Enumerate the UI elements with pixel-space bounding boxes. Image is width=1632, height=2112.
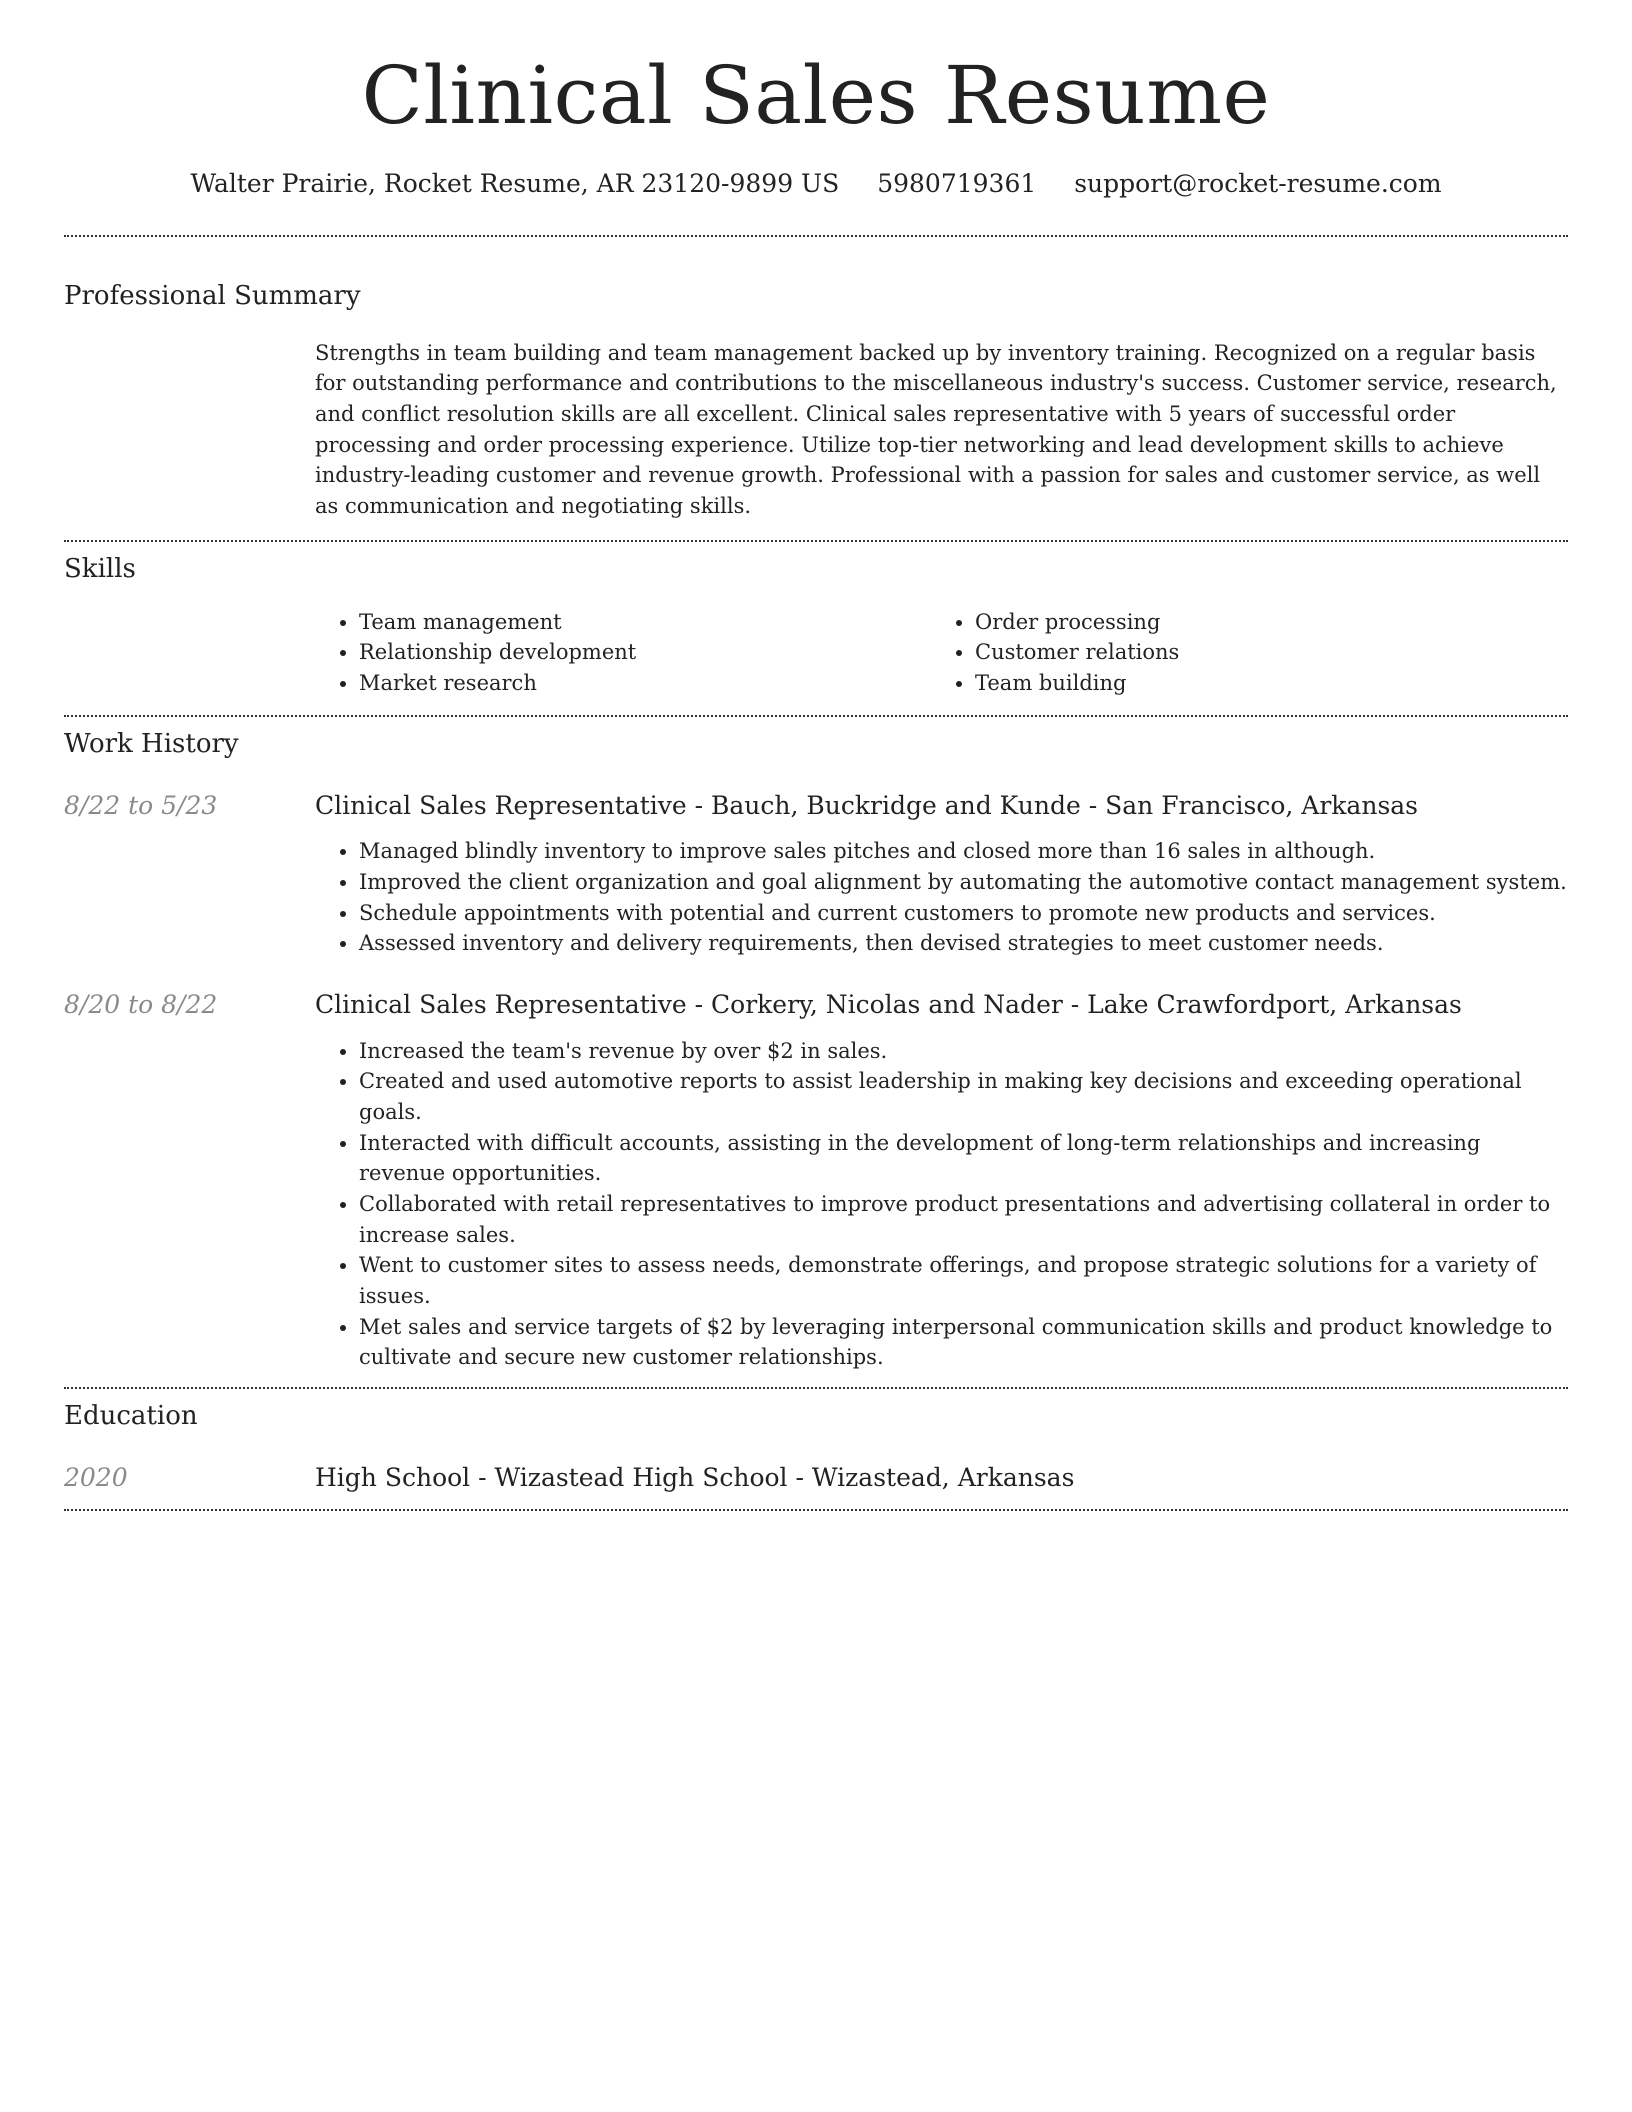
section-heading-education: Education — [64, 1400, 198, 1431]
job-bullet: • Collaborated with retail representatives to improve product presentations and advertising collateral in order to increase sales. — [359, 1189, 1568, 1250]
job-bullet: • Schedule appointments with potential and current customers to promote new products and services. — [359, 898, 1568, 929]
education-title: High School - Wizastead High School - Wizastead, Arkansas — [315, 1463, 1075, 1492]
skill-item: • Team building — [975, 668, 1495, 699]
resume-title: Clinical Sales Resume — [361, 49, 1271, 142]
job-bullets — [315, 836, 1568, 959]
education-year: 2020 — [64, 1463, 128, 1492]
divider — [64, 235, 1568, 237]
skill-item: • Order processing — [975, 607, 1495, 638]
divider — [64, 1387, 1568, 1389]
summary-section — [64, 281, 1568, 522]
education-entry — [64, 1462, 1568, 1495]
skills-list — [315, 607, 1568, 699]
skill-item: • Market research — [359, 668, 931, 699]
job-title: Clinical Sales Representative - Bauch, Buckridge and Kunde - San Francisco, Arkansas — [315, 790, 1419, 820]
skill-item: • Team management — [359, 607, 931, 638]
job-dates: 8/20 to 8/22 — [64, 990, 218, 1020]
work-history-section — [64, 729, 1568, 1387]
job-bullet: • Created and used automotive reports to assist leadership in making key decisions and exceeding operational goals. — [359, 1066, 1568, 1127]
section-heading-skills: Skills — [64, 553, 136, 584]
skills-section — [64, 554, 1568, 699]
job-bullet: • Managed blindly inventory to improve sales pitches and closed more than 16 sales in although. — [359, 836, 1568, 867]
job-bullet: • Improved the client organization and goal alignment by automating the automotive contact management system. — [359, 867, 1568, 898]
section-heading-work-history: Work History — [64, 728, 239, 759]
job-bullet: • Assessed inventory and delivery requirements, then devised strategies to meet customer needs. — [359, 928, 1568, 959]
job-bullets — [315, 1036, 1568, 1373]
job-entry — [64, 790, 1568, 959]
skills-column-left — [315, 607, 931, 699]
skills-column-right — [931, 607, 1495, 699]
job-bullet: • Interacted with difficult accounts, assisting in the development of long-term relationships and increasing revenue opportunities. — [359, 1128, 1568, 1189]
divider — [64, 540, 1568, 542]
divider — [64, 715, 1568, 717]
job-bullet: • Increased the team's revenue by over $2 in sales. — [359, 1036, 1568, 1067]
divider — [64, 1509, 1568, 1511]
job-bullet: • Went to customer sites to assess needs, demonstrate offerings, and propose strategic solutions for a variety of issues. — [359, 1250, 1568, 1311]
contact-phone: 5980719361 — [877, 169, 1037, 198]
education-section — [64, 1401, 1568, 1495]
job-entry — [64, 989, 1568, 1387]
contact-line — [64, 168, 1568, 201]
skill-item: • Customer relations — [975, 637, 1495, 668]
summary-text: Strengths in team building and team management backed up by inventory training. Recognized on a regular basis for outstanding performance and contributions to the miscellaneous industry's success. Customer service, research, and conflict resolution skills are all excellent. Clinical sales representative with 5 years of successful order processing and order processing experience. Utilize top-tier networking and lead development skills to achieve industry-leading customer and revenue growth. Professional with a passion for sales and customer service, as well as communication and negotiating skills. — [315, 340, 1557, 518]
job-title: Clinical Sales Representative - Corkery, Nicolas and Nader - Lake Crawfordport, Arkansas — [315, 990, 1462, 1020]
job-bullet: • Met sales and service targets of $2 by leveraging interpersonal communication skills and product knowledge to cultivate and secure new customer relationships. — [359, 1312, 1568, 1373]
section-heading-summary: Professional Summary — [64, 280, 361, 311]
job-dates: 8/22 to 5/23 — [64, 790, 218, 820]
skill-item: • Relationship development — [359, 637, 931, 668]
contact-email[interactable]: support@rocket-resume.com — [1074, 169, 1442, 198]
contact-address: Walter Prairie, Rocket Resume, AR 23120-9899 US — [190, 169, 840, 198]
